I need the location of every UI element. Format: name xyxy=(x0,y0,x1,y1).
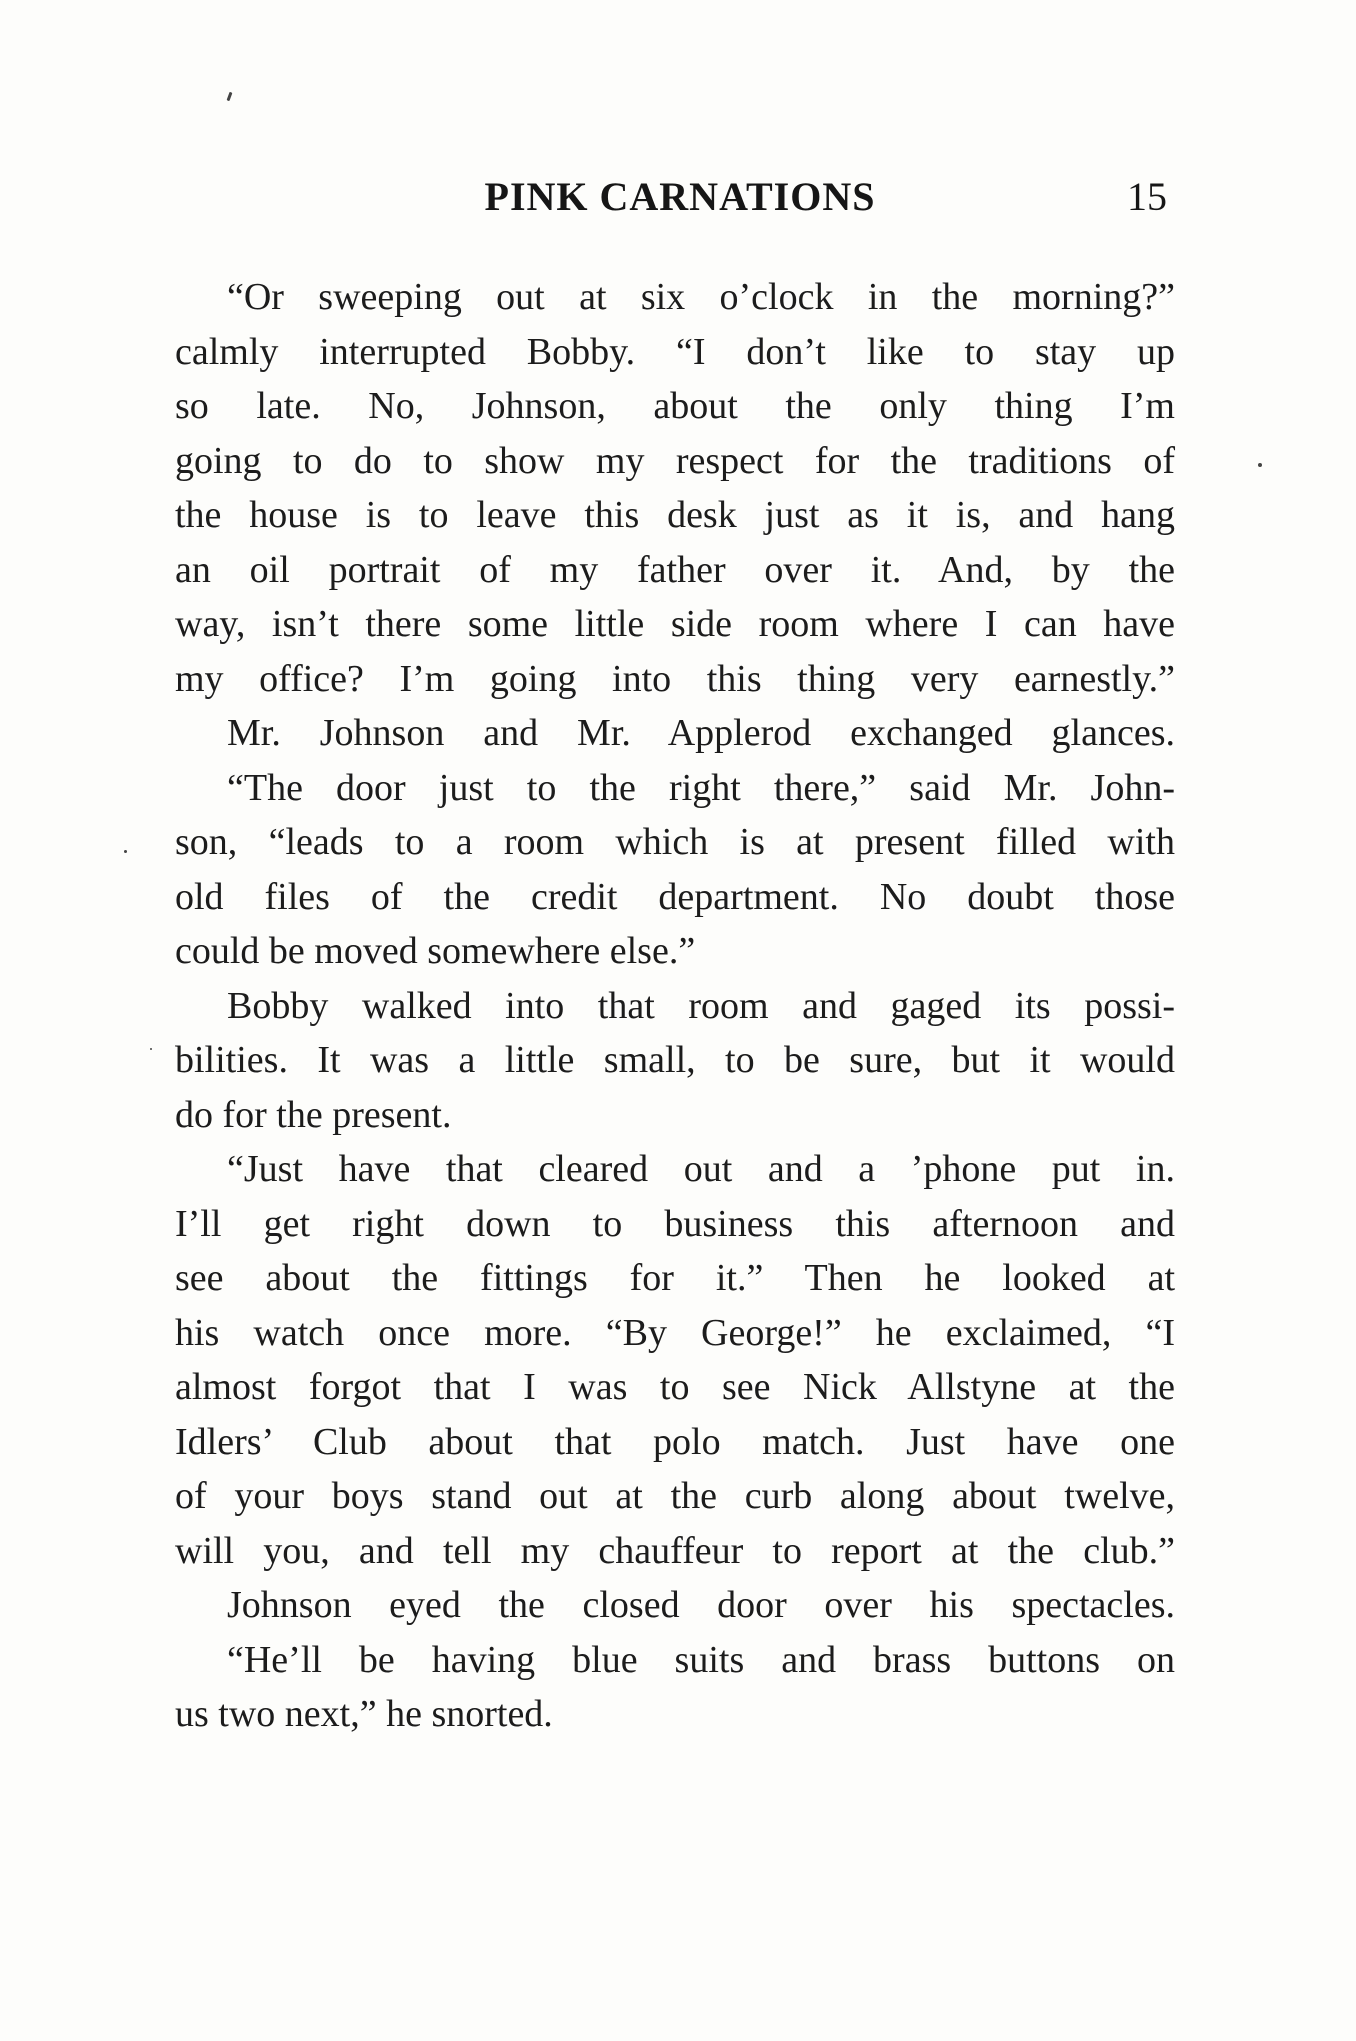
text-line: do for the present. xyxy=(175,1093,452,1136)
running-title: PINK CARNATIONS xyxy=(484,174,876,219)
text-line: way, isn’t there some little side room where I can have xyxy=(175,603,1175,645)
text-line: of your boys stand out at the curb along about twelve, xyxy=(175,1475,1175,1517)
body-text xyxy=(175,270,1175,1742)
page-number: 15 xyxy=(1127,174,1167,219)
paragraph xyxy=(175,270,1175,706)
text-line: calmly interrupted Bobby. “I don’t like to stay up xyxy=(175,330,1175,373)
text-line: an oil portrait of my father over it. And, by the xyxy=(175,548,1175,591)
running-head xyxy=(175,173,1185,221)
text-line: Idlers’ Club about that polo match. Just have one xyxy=(175,1420,1175,1463)
print-speck xyxy=(150,1048,152,1050)
text-line: going to do to show my respect for the traditions of xyxy=(175,439,1175,482)
paragraph xyxy=(175,706,1175,761)
paragraph xyxy=(175,761,1175,979)
paragraph xyxy=(175,979,1175,1143)
text-line: “The door just to the right there,” said Mr. John- xyxy=(227,766,1175,809)
text-line: “He’ll be having blue suits and brass buttons on xyxy=(227,1638,1175,1681)
text-line: son, “leads to a room which is at present filled with xyxy=(175,821,1175,863)
text-line: the house is to leave this desk just as it is, and hang xyxy=(175,494,1175,536)
text-line: so late. No, Johnson, about the only thing I’m xyxy=(175,385,1175,427)
text-line: bilities. It was a little small, to be sure, but it would xyxy=(175,1039,1175,1081)
text-line: “Just have that cleared out and a ’phone put in. xyxy=(227,1148,1175,1190)
text-line: will you, and tell my chauffeur to report at the club.” xyxy=(175,1529,1175,1572)
paragraph xyxy=(175,1633,1175,1742)
paragraph xyxy=(175,1578,1175,1633)
text-line: I’ll get right down to business this afternoon and xyxy=(175,1202,1175,1245)
text-line: my office? I’m going into this thing very earnestly.” xyxy=(175,657,1175,700)
text-line: Johnson eyed the closed door over his spectacles. xyxy=(227,1584,1175,1626)
print-speck xyxy=(1258,463,1262,467)
text-line: almost forgot that I was to see Nick Allstyne at the xyxy=(175,1366,1175,1408)
text-line: see about the fittings for it.” Then he looked at xyxy=(175,1257,1175,1299)
text-line: “Or sweeping out at six o’clock in the morning?” xyxy=(227,276,1175,318)
text-line: could be moved somewhere else.” xyxy=(175,930,696,972)
paragraph xyxy=(175,1142,1175,1578)
print-speck xyxy=(227,92,233,101)
text-line: old files of the credit department. No doubt those xyxy=(175,875,1175,918)
text-line: us two next,” he snorted. xyxy=(175,1693,553,1735)
text-line: Mr. Johnson and Mr. Applerod exchanged glances. xyxy=(227,712,1175,754)
text-line: Bobby walked into that room and gaged its possi- xyxy=(227,984,1175,1027)
text-line: his watch once more. “By George!” he exclaimed, “I xyxy=(175,1311,1175,1354)
print-speck xyxy=(124,850,127,853)
